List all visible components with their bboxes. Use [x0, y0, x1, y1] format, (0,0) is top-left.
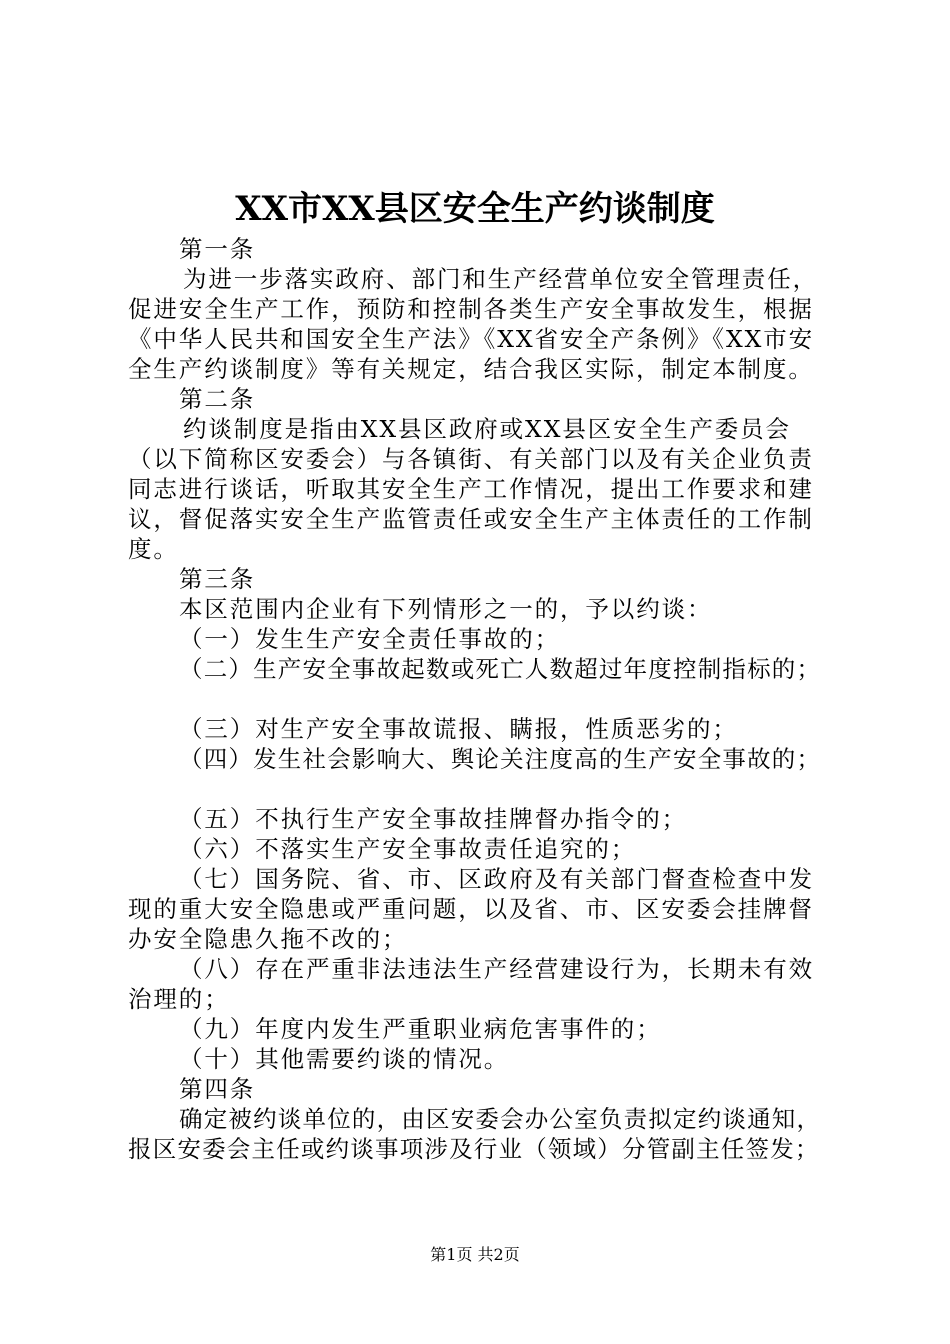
article-heading-1: 第一条 — [179, 235, 256, 263]
paragraph-line: （以下简称区安委会）与各镇街、有关部门以及有关企业负责 — [128, 445, 814, 473]
list-item: （十）其他需要约谈的情况。 — [179, 1045, 510, 1073]
paragraph-line: 《中华人民共和国安全生产法》《XX省安全产条例》《XX市安 — [128, 325, 815, 353]
paragraph-line: 议，督促落实安全生产监管责任或安全生产主体责任的工作制 — [128, 505, 814, 533]
list-item: （八）存在严重非法违法生产经营建设行为，长期未有效 — [179, 955, 814, 983]
paragraph-line: 同志进行谈话，听取其安全生产工作情况，提出工作要求和建 — [128, 475, 814, 503]
list-item: （六）不落实生产安全事故责任追究的； — [179, 835, 637, 863]
list-item: （四）发生社会影响大、舆论关注度高的生产安全事故的； — [179, 745, 822, 773]
document-title: XX市XX县区安全生产约谈制度 — [235, 189, 715, 229]
list-item: （一）发生生产安全责任事故的； — [179, 625, 560, 653]
blank-line — [128, 684, 833, 714]
paragraph-line: 度。 — [128, 535, 179, 563]
paragraph-line: 治理的； — [128, 985, 230, 1013]
page-footer: 第1页 共2页 — [430, 1245, 520, 1264]
list-item: （二）生产安全事故起数或死亡人数超过年度控制指标的； — [179, 655, 822, 683]
paragraph-line: 确定被约谈单位的，由区安委会办公室负责拟定约谈通知， — [179, 1105, 822, 1133]
paragraph-line: 办安全隐患久拖不改的； — [128, 925, 408, 953]
list-item: （九）年度内发生严重职业病危害事件的； — [179, 1015, 662, 1043]
article-heading-2: 第二条 — [179, 385, 256, 413]
list-item: （五）不执行生产安全事故挂牌督办指令的； — [179, 805, 687, 833]
paragraph-line: 促进安全生产工作，预防和控制各类生产安全事故发生，根据 — [128, 295, 814, 323]
document-body — [128, 234, 833, 1164]
paragraph-line: 现的重大安全隐患或严重问题，以及省、市、区安委会挂牌督 — [128, 895, 814, 923]
paragraph-line: 为进一步落实政府、部门和生产经营单位安全管理责任， — [183, 265, 818, 293]
article-heading-3: 第三条 — [179, 565, 256, 593]
paragraph-line: 本区范围内企业有下列情形之一的，予以约谈： — [179, 595, 713, 623]
paragraph-line: 约谈制度是指由XX县区政府或XX县区安全生产委员会 — [183, 415, 791, 443]
article-heading-4: 第四条 — [179, 1075, 256, 1103]
list-item: （七）国务院、省、市、区政府及有关部门督查检查中发 — [179, 865, 814, 893]
list-item: （三）对生产安全事故谎报、瞒报，性质恶劣的； — [179, 715, 738, 743]
paragraph-line: 报区安委会主任或约谈事项涉及行业（领域）分管副主任签发； — [128, 1135, 820, 1163]
blank-line — [128, 774, 833, 804]
paragraph-line: 全生产约谈制度》等有关规定，结合我区实际，制定本制度。 — [128, 355, 814, 383]
